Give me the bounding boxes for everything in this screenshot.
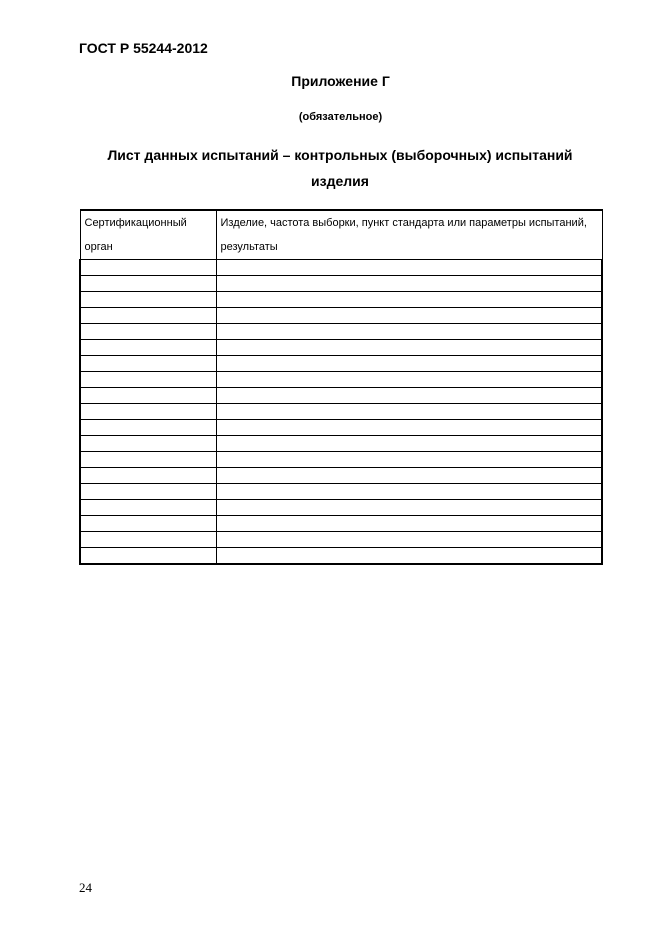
table-cell-certification-body: [80, 468, 216, 484]
table-cell-product-parameters: [216, 484, 602, 500]
table-row: [80, 420, 602, 436]
appendix-title: Приложение Г: [291, 73, 390, 89]
table-row: [80, 324, 602, 340]
document-code: ГОСТ Р 55244-2012: [79, 40, 208, 56]
table-row: [80, 308, 602, 324]
table-cell-product-parameters: [216, 260, 602, 276]
table-cell-product-parameters: [216, 404, 602, 420]
table-cell-certification-body: [80, 388, 216, 404]
table-row: [80, 388, 602, 404]
sheet-title-line-1: Лист данных испытаний – контрольных (выборочных) испытаний: [107, 147, 573, 163]
table-cell-product-parameters: [216, 516, 602, 532]
table-cell-product-parameters: [216, 548, 602, 565]
table-cell-certification-body: [80, 548, 216, 565]
appendix-status-note: (обязательное): [298, 111, 383, 123]
table-cell-certification-body: [80, 260, 216, 276]
table-cell-product-parameters: [216, 292, 602, 308]
table-cell-certification-body: [80, 276, 216, 292]
table-row: [80, 292, 602, 308]
table-cell-product-parameters: [216, 500, 602, 516]
table-row: [80, 276, 602, 292]
table-cell-product-parameters: [216, 468, 602, 484]
table-header-row: [80, 210, 602, 260]
table-cell-certification-body: [80, 500, 216, 516]
table-cell-certification-body: [80, 292, 216, 308]
table-row: [80, 548, 602, 565]
page-number: 24: [79, 880, 92, 895]
table-cell-certification-body: [80, 452, 216, 468]
table-row: [80, 532, 602, 548]
table-cell-product-parameters: [216, 324, 602, 340]
table-row: [80, 452, 602, 468]
table-cell-certification-body: [80, 324, 216, 340]
table-cell-certification-body: [80, 308, 216, 324]
column-header-certification-body: Сертификационный орган: [80, 210, 216, 260]
table-row: [80, 404, 602, 420]
sheet-title-line-2: изделия: [311, 173, 369, 189]
table-row: [80, 516, 602, 532]
table-row: [80, 340, 602, 356]
table-row: [80, 260, 602, 276]
table-cell-product-parameters: [216, 276, 602, 292]
table-row: [80, 468, 602, 484]
table-cell-product-parameters: [216, 388, 602, 404]
table-row: [80, 356, 602, 372]
table-row: [80, 436, 602, 452]
table-row: [80, 500, 602, 516]
table-cell-product-parameters: [216, 308, 602, 324]
table-cell-certification-body: [80, 436, 216, 452]
table-cell-product-parameters: [216, 356, 602, 372]
column-header-product-parameters: Изделие, частота выборки, пункт стандарта или параметры испытаний, результаты: [216, 210, 602, 260]
table-cell-certification-body: [80, 356, 216, 372]
table-cell-certification-body: [80, 516, 216, 532]
table-cell-certification-body: [80, 372, 216, 388]
table-cell-product-parameters: [216, 340, 602, 356]
sheet-title: [79, 142, 601, 194]
table-cell-product-parameters: [216, 532, 602, 548]
table-cell-product-parameters: [216, 420, 602, 436]
table-row: [80, 484, 602, 500]
table-cell-product-parameters: [216, 436, 602, 452]
table-cell-product-parameters: [216, 452, 602, 468]
table-cell-certification-body: [80, 484, 216, 500]
table-cell-certification-body: [80, 420, 216, 436]
test-data-table: [79, 209, 603, 565]
table-cell-certification-body: [80, 340, 216, 356]
table-cell-product-parameters: [216, 372, 602, 388]
table-cell-certification-body: [80, 532, 216, 548]
table-cell-certification-body: [80, 404, 216, 420]
table-row: [80, 372, 602, 388]
